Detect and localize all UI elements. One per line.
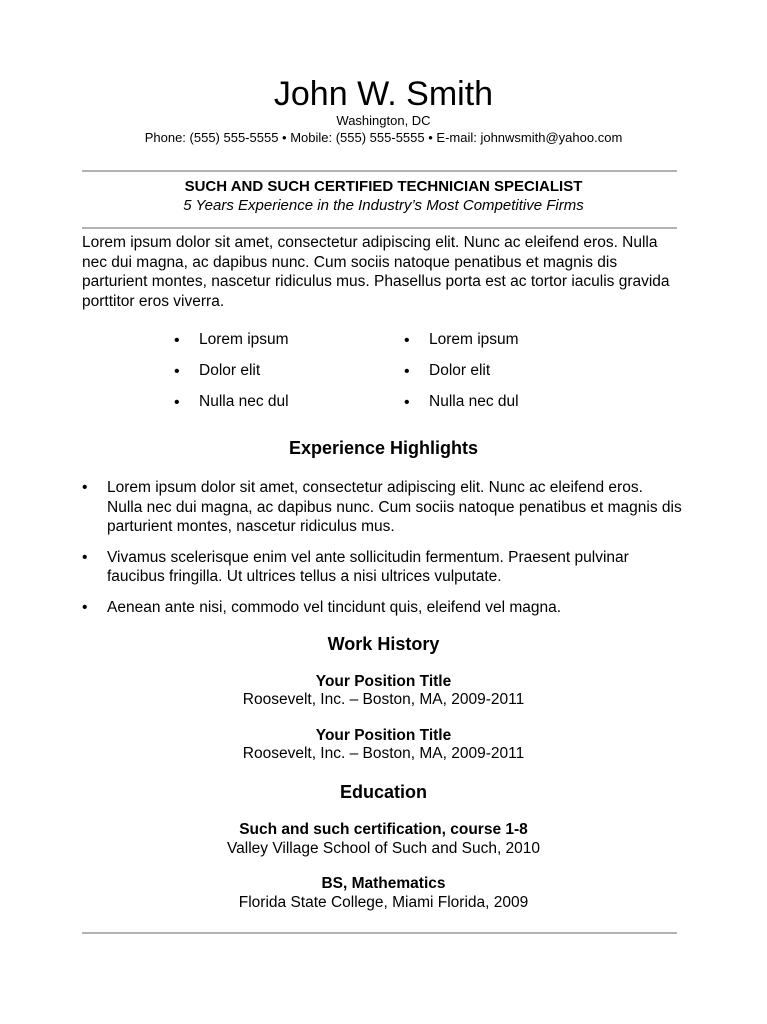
experience-item <box>82 598 682 618</box>
education-degree: Such and such certification, course 1-8 <box>239 821 528 838</box>
skill-item <box>404 392 519 423</box>
bullet-icon: • <box>404 363 410 380</box>
professional-headline: SUCH AND SUCH CERTIFIED TECHNICIAN SPECIALIST <box>184 178 583 195</box>
skill-item <box>404 361 519 392</box>
professional-subheadline: 5 Years Experience in the Industry’s Most Competitive Firms <box>183 197 584 214</box>
bullet-icon: • <box>82 479 88 496</box>
education-school: Valley Village School of Such and Such, 2010 <box>226 840 541 857</box>
education-degree: BS, Mathematics <box>321 875 446 892</box>
education-school: Florida State College, Miami Florida, 2009 <box>238 894 529 911</box>
skill-label: Lorem ipsum <box>199 331 289 348</box>
job-position-title: Your Position Title <box>315 727 452 744</box>
bullet-icon: • <box>174 394 180 411</box>
experience-text: Aenean ante nisi, commodo vel tincidunt quis, eleifend vel magna. <box>107 598 562 616</box>
divider-headline <box>82 227 677 229</box>
experience-text: Lorem ipsum dolor sit amet, consectetur adipiscing elit. Nunc ac eleifend eros. Nulla nec dui magna, ac dapibus nunc. Cum sociis natoque penatibus et magnis dis parturient montes, nascetur ridiculus mus. <box>107 479 682 535</box>
experience-heading: Experience Highlights <box>288 438 479 458</box>
skill-label: Nulla nec dul <box>199 393 289 410</box>
skills-list-left <box>174 330 289 423</box>
contact-line: Phone: (555) 555-5555 • Mobile: (555) 555-5555 • E-mail: johnwsmith@yahoo.com <box>144 130 623 145</box>
skill-item <box>174 361 289 392</box>
summary-paragraph: Lorem ipsum dolor sit amet, consectetur adipiscing elit. Nunc ac eleifend eros. Nulla nec dui magna, ac dapibus nunc. Cum sociis natoque penatibus et magnis dis parturient montes, nascetur ridiculus mus. Phasellus porta est ac tortor iaculis gravida porttitor eros viverra. <box>82 234 670 310</box>
candidate-name: John W. Smith <box>273 75 494 113</box>
experience-item <box>82 478 682 537</box>
candidate-location: Washington, DC <box>336 113 431 128</box>
experience-list <box>82 478 682 628</box>
bullet-icon: • <box>404 394 410 411</box>
education-heading: Education <box>339 782 427 802</box>
skill-label: Dolor elit <box>429 362 491 379</box>
bullet-icon: • <box>82 548 88 566</box>
skill-item <box>174 330 289 361</box>
job-position-title: Your Position Title <box>315 673 452 690</box>
bullet-icon: • <box>404 332 410 349</box>
skill-label: Dolor elit <box>199 362 261 379</box>
bullet-icon: • <box>174 363 180 380</box>
job-details: Roosevelt, Inc. – Boston, MA, 2009-2011 <box>242 691 525 708</box>
experience-text: Vivamus scelerisque enim vel ante sollicitudin fermentum. Praesent pulvinar faucibus fringilla. Ut ultrices tellus a nisi ultrices vulputate. <box>107 548 629 585</box>
skills-list-right <box>404 330 519 423</box>
divider-bottom <box>82 932 677 934</box>
skill-label: Nulla nec dul <box>429 393 519 410</box>
job-details: Roosevelt, Inc. – Boston, MA, 2009-2011 <box>242 745 525 762</box>
bullet-icon: • <box>174 332 180 349</box>
skill-item <box>174 392 289 423</box>
bullet-icon: • <box>82 598 88 616</box>
experience-item <box>82 548 682 587</box>
work-history-heading: Work History <box>327 634 440 654</box>
divider-top <box>82 170 677 172</box>
skill-label: Lorem ipsum <box>429 331 519 348</box>
skill-item <box>404 330 519 361</box>
